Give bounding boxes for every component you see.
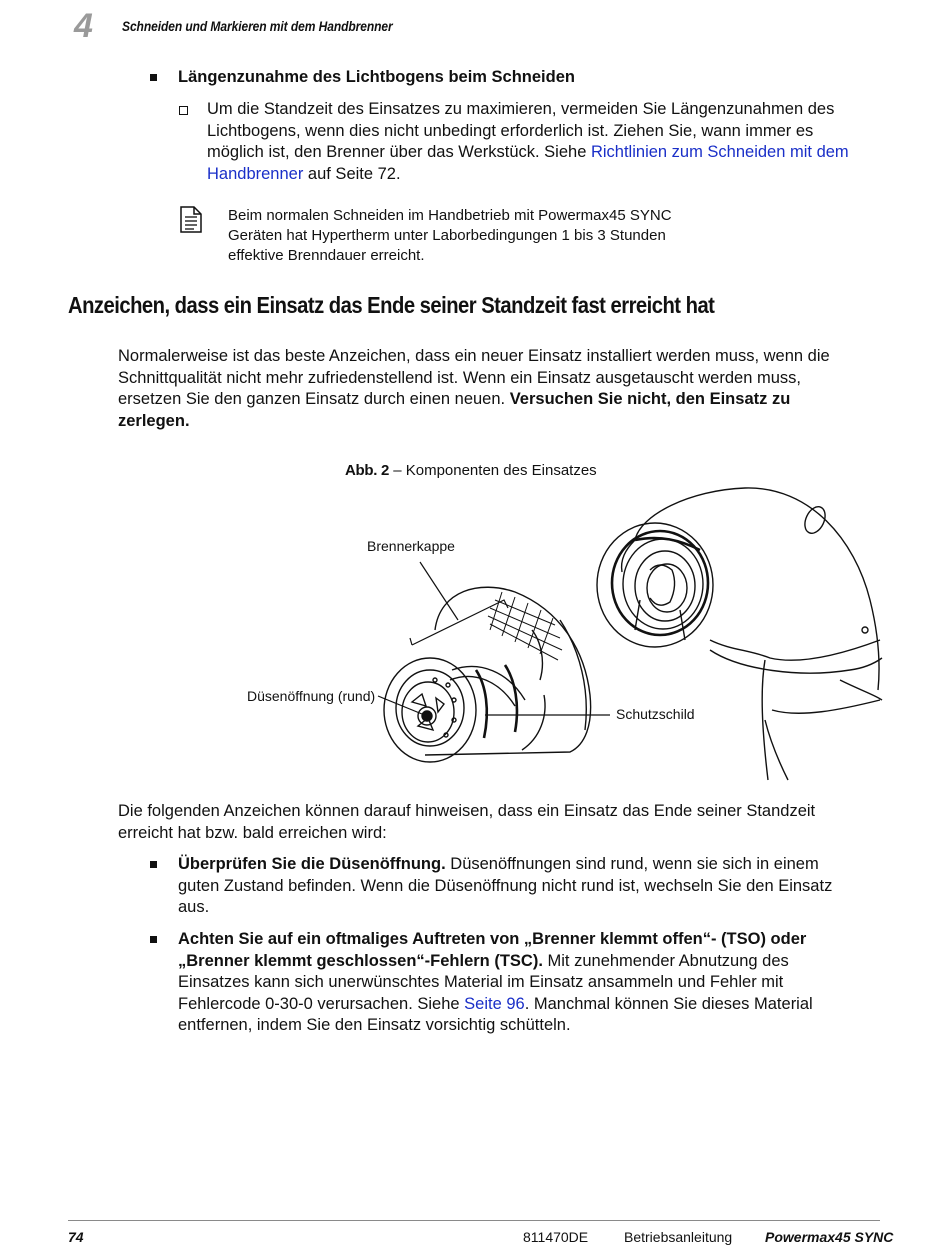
link-seite-96[interactable]: Seite 96 — [464, 994, 525, 1013]
bullet-check-nozzle: Überprüfen Sie die Düsenöffnung. Düsenöffnungen sind rund, wenn sie sich in einem guten Zustand befinden. Wenn die Düsenöffnung nicht rund ist, wechseln Sie den Einsatz aus. — [178, 855, 833, 916]
section-heading: Anzeichen, dass ein Einsatz das Ende seiner Standzeit fast erreicht hat — [68, 292, 715, 318]
doc-number: 811470DE — [523, 1229, 589, 1245]
bullet-square-icon — [150, 936, 157, 943]
signs-intro: Die folgenden Anzeichen können darauf hinweisen, dass ein Einsatz das Ende seiner Standzeit erreicht hat bzw. bald erreichen wird: — [118, 802, 816, 842]
link-cutting-guidelines[interactable]: Richtlinien zum Schneiden mit dem — [590, 143, 849, 161]
bullet-tso-tsc: Achten Sie auf ein oftmaliges Auftreten von „Brenner klemmt offen“- (TSO) oder „Brenner klemmt geschlossen“-Fehlern (TSC). Mit zunehmender Abnutzung des Einsatzes kann sich unerwünschtes Material im Einsatz ansammeln und Fehler mit Fehlercode 0-30-0 verursachen. Siehe Seite 96. Manchmal können Sie dieses Material entfernen, indem Sie den Einsatz vorsichtig schütteln. — [178, 930, 813, 1034]
chapter-title: Schneiden und Markieren mit dem Handbrenner — [122, 18, 393, 34]
label-schutzschild: Schutzschild — [616, 706, 695, 722]
footer-divider — [68, 1220, 880, 1221]
figure-caption: Abb. 2 – Komponenten des Einsatzes — [345, 462, 597, 479]
bullet-title: Längenzunahme des Lichtbogens beim Schneiden — [178, 68, 575, 86]
chapter-number: 4 — [74, 7, 93, 45]
label-brennerkappe: Brennerkappe — [367, 538, 455, 554]
sub-bullet-paragraph: Um die Standzeit des Einsatzes zu maximieren, vermeiden Sie Längenzunahmen des Lichtbogens, wenn dies nicht unbedingt erforderlich ist. Ziehen Sie, wann immer es möglich ist, den Brenner über das Werkstück. Siehe Richtlinien zum Schneiden mit dem Handbrenner auf Seite 72. — [207, 100, 849, 183]
doc-type: Betriebsanleitung — [624, 1229, 733, 1245]
label-duesenoeffnung: Düsenöffnung (rund) — [247, 688, 376, 704]
note-icon — [180, 206, 202, 233]
page-number: 74 — [68, 1229, 84, 1245]
link-handbrenner[interactable]: Handbrenner — [207, 164, 304, 183]
bullet-square-icon — [150, 74, 157, 81]
sub-bullet-box-icon — [179, 106, 188, 115]
note-text: Beim normalen Schneiden im Handbetrieb mit Powermax45 SYNC Geräten hat Hypertherm unter Laborbedingungen 1 bis 3 Stunden effektive Brenndauer erreicht. — [228, 207, 672, 264]
bullet-square-icon — [150, 861, 157, 868]
section-paragraph: Normalerweise ist das beste Anzeichen, dass ein neuer Einsatz installiert werden muss, wenn die Schnittqualität nicht mehr zufriedenstellend ist. Wenn ein Einsatz ausgetauscht werden muss, ersetzen Sie den ganzen Einsatz durch einen neuen. Versuchen Sie nicht, den Einsatz zu zerlegen. — [118, 347, 830, 430]
consumable-cartridge-illustration — [240, 480, 890, 790]
product-name: Powermax45 SYNC — [765, 1229, 894, 1245]
